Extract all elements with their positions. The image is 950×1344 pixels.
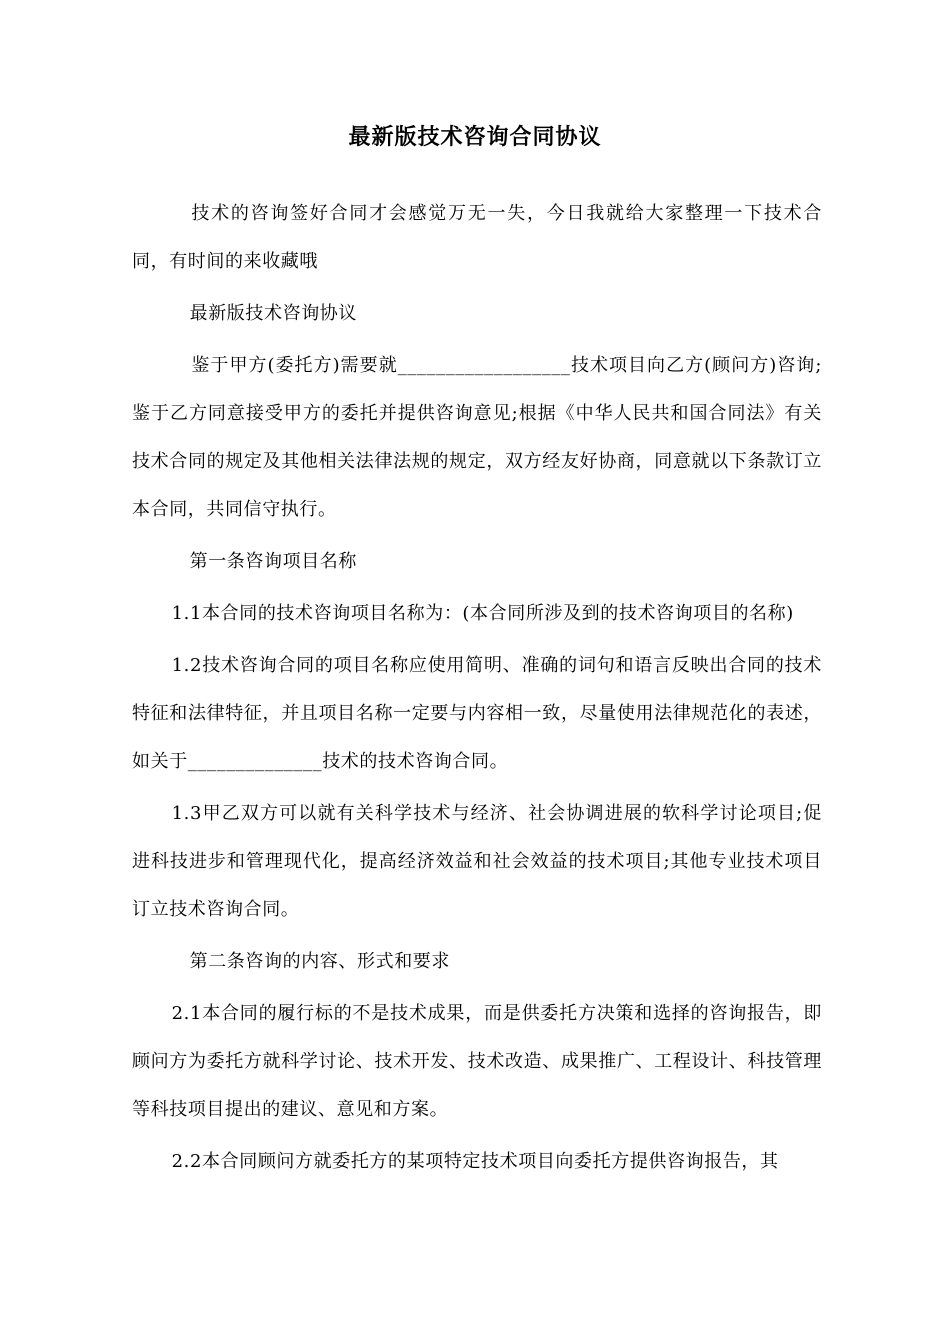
article-2-heading: 第二条咨询的内容、形式和要求: [189, 951, 450, 972]
intro-paragraph: 技术的咨询签好合同才会感觉万无一失，今日我就给大家整理一下技术合同，有时间的来收藏哦: [132, 203, 822, 272]
clause-2-2: 2.2本合同顾问方就委托方的某项特定技术项目向委托方提供咨询报告，其: [171, 1151, 779, 1172]
clause-2-1: 2.1本合同的履行标的不是技术成果，而是供委托方决策和选择的咨询报告，即顾问方为委托方就科学讨论、技术开发、技术改造、成果推广、工程设计、科技管理等科技项目提出的建议、意见和方案。: [132, 1003, 822, 1120]
clause-1-1: 1.1本合同的技术咨询项目名称为：(本合同所涉及到的技术咨询项目的名称): [171, 603, 794, 624]
document-body: [132, 190, 822, 1190]
article-1-heading: 第一条咨询项目名称: [189, 551, 357, 572]
clause-1-2: 1.2技术咨询合同的项目名称应使用简明、准确的词句和语言反映出合同的技术特征和法律特征，并且项目名称一定要与内容相一致，尽量使用法律规范化的表述，如关于______________技术的技术咨询合同。: [132, 655, 822, 772]
preamble-paragraph: 鉴于甲方(委托方)需要就__________________技术项目向乙方(顾问方)咨询;鉴于乙方同意接受甲方的委托并提供咨询意见;根据《中华人民共和国合同法》有关技术合同的规定及其他相关法律法规的规定，双方经友好协商，同意就以下条款订立本合同，共同信守执行。: [132, 355, 822, 520]
clause-1-3: 1.3甲乙双方可以就有关科学技术与经济、社会协调进展的软科学讨论项目;促进科技进步和管理现代化，提高经济效益和社会效益的技术项目;其他专业技术项目订立技术咨询合同。: [132, 803, 822, 920]
document-title: 最新版技术咨询合同协议: [348, 125, 602, 150]
agreement-subtitle: 最新版技术咨询协议: [189, 303, 357, 324]
